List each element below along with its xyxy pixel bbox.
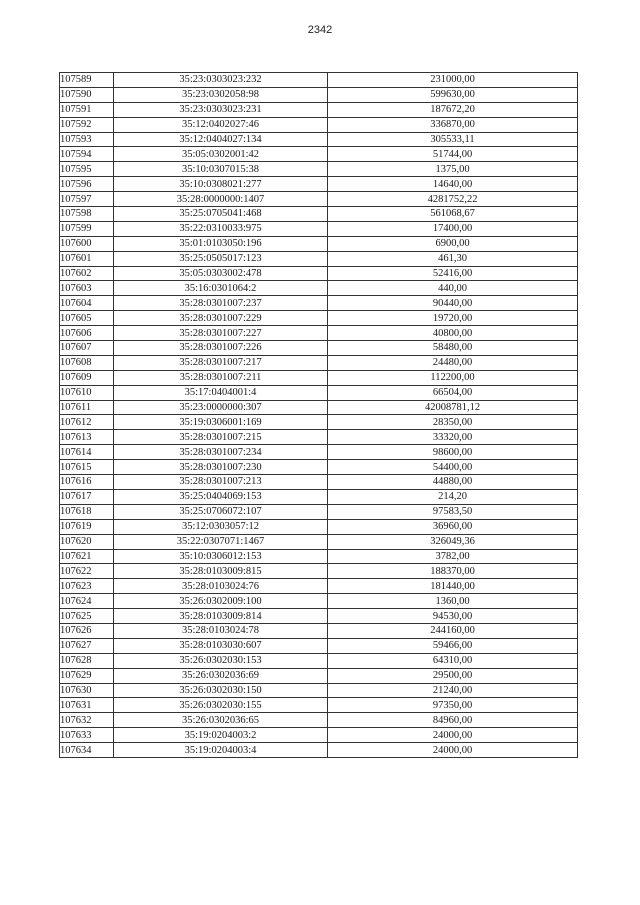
row-number-cell: 107632	[60, 713, 114, 728]
value-cell: 1375,00	[328, 162, 578, 177]
cadastral-number-cell: 35:28:0301007:229	[114, 311, 328, 326]
table-row	[60, 623, 578, 638]
row-number-cell: 107608	[60, 355, 114, 370]
cadastral-number-cell: 35:05:0302001:42	[114, 147, 328, 162]
cadastral-number-cell: 35:28:0103030:607	[114, 638, 328, 653]
value-cell: 231000,00	[328, 73, 578, 88]
cadastral-number-cell: 35:28:0301007:215	[114, 430, 328, 445]
row-number-cell: 107592	[60, 117, 114, 132]
value-cell: 51744,00	[328, 147, 578, 162]
cadastral-number-cell: 35:25:0706072:107	[114, 504, 328, 519]
cadastral-number-cell: 35:23:0302058:98	[114, 87, 328, 102]
cadastral-number-cell: 35:28:0301007:217	[114, 355, 328, 370]
table-row	[60, 609, 578, 624]
table-row	[60, 549, 578, 564]
row-number-cell: 107595	[60, 162, 114, 177]
cadastral-number-cell: 35:28:0301007:237	[114, 296, 328, 311]
row-number-cell: 107614	[60, 445, 114, 460]
cadastral-number-cell: 35:10:0306012:153	[114, 549, 328, 564]
value-cell: 3782,00	[328, 549, 578, 564]
value-cell: 19720,00	[328, 311, 578, 326]
table-row	[60, 698, 578, 713]
row-number-cell: 107625	[60, 609, 114, 624]
row-number-cell: 107617	[60, 489, 114, 504]
row-number-cell: 107612	[60, 415, 114, 430]
table-row	[60, 489, 578, 504]
table-row	[60, 281, 578, 296]
cadastral-number-cell: 35:28:0301007:227	[114, 326, 328, 341]
cadastral-number-cell: 35:26:0302009:100	[114, 594, 328, 609]
cadastral-number-cell: 35:12:0303057:12	[114, 519, 328, 534]
value-cell: 305533,11	[328, 132, 578, 147]
value-cell: 6900,00	[328, 236, 578, 251]
row-number-cell: 107624	[60, 594, 114, 609]
cadastral-number-cell: 35:22:0310033:975	[114, 221, 328, 236]
row-number-cell: 107600	[60, 236, 114, 251]
cadastral-number-cell: 35:17:0404001:4	[114, 385, 328, 400]
row-number-cell: 107626	[60, 623, 114, 638]
page-number: 2342	[307, 24, 333, 36]
cadastral-number-cell: 35:25:0404069:153	[114, 489, 328, 504]
table-row	[60, 668, 578, 683]
row-number-cell: 107629	[60, 668, 114, 683]
value-cell: 42008781,12	[328, 400, 578, 415]
row-number-cell: 107598	[60, 207, 114, 222]
cadastral-number-cell: 35:10:0308021:277	[114, 177, 328, 192]
table-row	[60, 460, 578, 475]
cadastral-number-cell: 35:26:0302036:65	[114, 713, 328, 728]
table-row	[60, 147, 578, 162]
table-row	[60, 311, 578, 326]
cadastral-number-cell: 35:10:0307015:38	[114, 162, 328, 177]
cadastral-number-cell: 35:19:0306001:169	[114, 415, 328, 430]
cadastral-number-cell: 35:23:0303023:232	[114, 73, 328, 88]
value-cell: 94530,00	[328, 609, 578, 624]
table-row	[60, 73, 578, 88]
table-row	[60, 251, 578, 266]
value-cell: 24000,00	[328, 728, 578, 743]
value-cell: 97350,00	[328, 698, 578, 713]
value-cell: 14640,00	[328, 177, 578, 192]
row-number-cell: 107593	[60, 132, 114, 147]
table-row	[60, 415, 578, 430]
cadastral-number-cell: 35:26:0302030:153	[114, 653, 328, 668]
value-cell: 44880,00	[328, 475, 578, 490]
registry-table	[59, 72, 578, 758]
row-number-cell: 107591	[60, 102, 114, 117]
value-cell: 24000,00	[328, 743, 578, 758]
value-cell: 66504,00	[328, 385, 578, 400]
row-number-cell: 107621	[60, 549, 114, 564]
cadastral-number-cell: 35:23:0000000:307	[114, 400, 328, 415]
row-number-cell: 107627	[60, 638, 114, 653]
row-number-cell: 107613	[60, 430, 114, 445]
value-cell: 36960,00	[328, 519, 578, 534]
value-cell: 1360,00	[328, 594, 578, 609]
row-number-cell: 107596	[60, 177, 114, 192]
cadastral-number-cell: 35:01:0103050:196	[114, 236, 328, 251]
table-row	[60, 370, 578, 385]
table-row	[60, 341, 578, 356]
value-cell: 214,20	[328, 489, 578, 504]
value-cell: 59466,00	[328, 638, 578, 653]
table-row	[60, 534, 578, 549]
row-number-cell: 107594	[60, 147, 114, 162]
cadastral-number-cell: 35:12:0404027:134	[114, 132, 328, 147]
row-number-cell: 107628	[60, 653, 114, 668]
table-row	[60, 192, 578, 207]
row-number-cell: 107615	[60, 460, 114, 475]
value-cell: 90440,00	[328, 296, 578, 311]
table-row	[60, 594, 578, 609]
cadastral-number-cell: 35:28:0301007:226	[114, 341, 328, 356]
cadastral-number-cell: 35:28:0103024:76	[114, 579, 328, 594]
cadastral-number-cell: 35:05:0303002:478	[114, 266, 328, 281]
row-number-cell: 107597	[60, 192, 114, 207]
cadastral-number-cell: 35:25:0505017:123	[114, 251, 328, 266]
value-cell: 440,00	[328, 281, 578, 296]
table-row	[60, 713, 578, 728]
table-row	[60, 743, 578, 758]
table-row	[60, 102, 578, 117]
row-number-cell: 107606	[60, 326, 114, 341]
table-body	[60, 73, 578, 758]
cadastral-number-cell: 35:28:0103009:815	[114, 564, 328, 579]
cadastral-number-cell: 35:28:0301007:234	[114, 445, 328, 460]
value-cell: 21240,00	[328, 683, 578, 698]
row-number-cell: 107622	[60, 564, 114, 579]
table-row	[60, 385, 578, 400]
value-cell: 24480,00	[328, 355, 578, 370]
value-cell: 84960,00	[328, 713, 578, 728]
table-row	[60, 445, 578, 460]
value-cell: 187672,20	[328, 102, 578, 117]
row-number-cell: 107605	[60, 311, 114, 326]
row-number-cell: 107631	[60, 698, 114, 713]
value-cell: 17400,00	[328, 221, 578, 236]
value-cell: 33320,00	[328, 430, 578, 445]
value-cell: 561068,67	[328, 207, 578, 222]
table-row	[60, 638, 578, 653]
row-number-cell: 107634	[60, 743, 114, 758]
value-cell: 52416,00	[328, 266, 578, 281]
table-row	[60, 162, 578, 177]
cadastral-number-cell: 35:25:0705041:468	[114, 207, 328, 222]
row-number-cell: 107601	[60, 251, 114, 266]
row-number-cell: 107619	[60, 519, 114, 534]
value-cell: 98600,00	[328, 445, 578, 460]
cadastral-number-cell: 35:26:0302030:155	[114, 698, 328, 713]
cadastral-number-cell: 35:23:0303023:231	[114, 102, 328, 117]
row-number-cell: 107607	[60, 341, 114, 356]
value-cell: 29500,00	[328, 668, 578, 683]
value-cell: 40800,00	[328, 326, 578, 341]
row-number-cell: 107620	[60, 534, 114, 549]
table-row	[60, 430, 578, 445]
value-cell: 599630,00	[328, 87, 578, 102]
cadastral-number-cell: 35:28:0103009:814	[114, 609, 328, 624]
table-row	[60, 132, 578, 147]
row-number-cell: 107604	[60, 296, 114, 311]
row-number-cell: 107590	[60, 87, 114, 102]
cadastral-number-cell: 35:28:0000000:1407	[114, 192, 328, 207]
cadastral-number-cell: 35:26:0302030:150	[114, 683, 328, 698]
table-row	[60, 221, 578, 236]
table-row	[60, 117, 578, 132]
value-cell: 244160,00	[328, 623, 578, 638]
table-row	[60, 728, 578, 743]
cadastral-number-cell: 35:26:0302036:69	[114, 668, 328, 683]
table-row	[60, 266, 578, 281]
row-number-cell: 107630	[60, 683, 114, 698]
cadastral-number-cell: 35:19:0204003:4	[114, 743, 328, 758]
row-number-cell: 107599	[60, 221, 114, 236]
cadastral-number-cell: 35:12:0402027:46	[114, 117, 328, 132]
cadastral-number-cell: 35:19:0204003:2	[114, 728, 328, 743]
table-row	[60, 296, 578, 311]
value-cell: 54400,00	[328, 460, 578, 475]
value-cell: 28350,00	[328, 415, 578, 430]
value-cell: 336870,00	[328, 117, 578, 132]
cadastral-number-cell: 35:28:0301007:230	[114, 460, 328, 475]
row-number-cell: 107633	[60, 728, 114, 743]
value-cell: 181440,00	[328, 579, 578, 594]
cadastral-number-cell: 35:28:0103024:78	[114, 623, 328, 638]
table-row	[60, 207, 578, 222]
row-number-cell: 107616	[60, 475, 114, 490]
value-cell: 188370,00	[328, 564, 578, 579]
value-cell: 4281752,22	[328, 192, 578, 207]
value-cell: 326049,36	[328, 534, 578, 549]
table-row	[60, 564, 578, 579]
row-number-cell: 107611	[60, 400, 114, 415]
table-row	[60, 355, 578, 370]
table-row	[60, 326, 578, 341]
value-cell: 58480,00	[328, 341, 578, 356]
table-row	[60, 87, 578, 102]
value-cell: 461,30	[328, 251, 578, 266]
cadastral-number-cell: 35:28:0301007:211	[114, 370, 328, 385]
table-row	[60, 504, 578, 519]
cadastral-number-cell: 35:16:0301064:2	[114, 281, 328, 296]
row-number-cell: 107603	[60, 281, 114, 296]
row-number-cell: 107623	[60, 579, 114, 594]
table-row	[60, 519, 578, 534]
value-cell: 97583,50	[328, 504, 578, 519]
table-row	[60, 177, 578, 192]
row-number-cell: 107610	[60, 385, 114, 400]
row-number-cell: 107618	[60, 504, 114, 519]
cadastral-number-cell: 35:28:0301007:213	[114, 475, 328, 490]
row-number-cell: 107589	[60, 73, 114, 88]
value-cell: 64310,00	[328, 653, 578, 668]
table-row	[60, 653, 578, 668]
value-cell: 112200,00	[328, 370, 578, 385]
row-number-cell: 107602	[60, 266, 114, 281]
table-row	[60, 400, 578, 415]
cadastral-number-cell: 35:22:0307071:1467	[114, 534, 328, 549]
table-row	[60, 579, 578, 594]
row-number-cell: 107609	[60, 370, 114, 385]
table-row	[60, 683, 578, 698]
table-row	[60, 475, 578, 490]
table-row	[60, 236, 578, 251]
